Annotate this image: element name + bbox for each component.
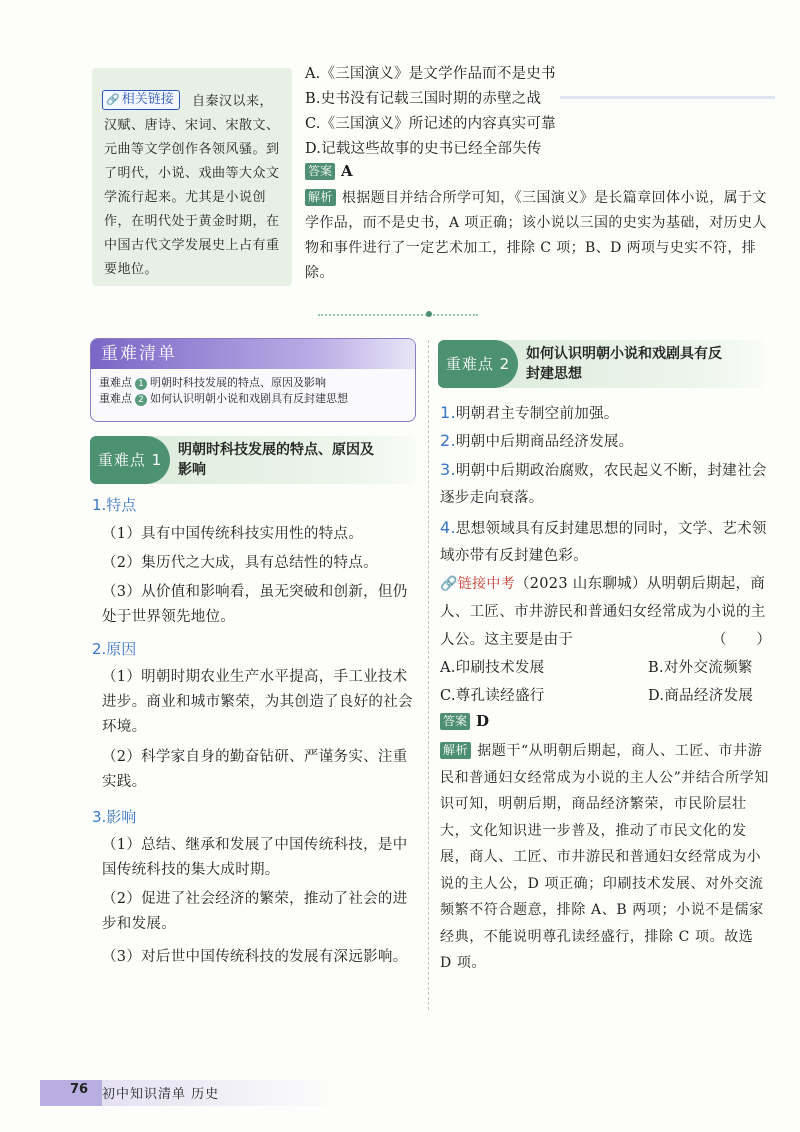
key-point-2-label: 重难点 2 xyxy=(438,340,518,388)
kp2-answer xyxy=(440,712,489,730)
kp1-section-causes-title: 2.原因 xyxy=(92,640,137,658)
kp1-traits-item-1: （1）具有中国传统科技实用性的特点。 xyxy=(102,526,364,542)
kp2-item-text: 明朝中后期政治腐败，农民起义不断，封建社会逐步走向衰落。 xyxy=(440,463,767,506)
key-point-2-title xyxy=(526,344,722,384)
analysis-badge: 解析 xyxy=(440,742,471,759)
decorative-line xyxy=(560,96,775,99)
kp2-item-2 xyxy=(440,428,770,455)
related-link-card xyxy=(92,68,292,286)
kp2-item-num: 4. xyxy=(440,518,456,537)
kp1-causes-item-1: （1）明朝时期农业生产水平提高，手工业技术进步。商业和城市繁荣，为其创造了良好的社会环境。 xyxy=(102,669,413,735)
kp1-causes-item-2: （2）科学家自身的勤奋钻研、严谨务实、注重实践。 xyxy=(102,749,408,790)
page-number: 76 xyxy=(70,1082,89,1097)
key-list-row-label: 重难点 xyxy=(99,376,132,389)
kp1-traits-item-3: （3）从价值和影响看，虽无突破和创新，但仍处于世界领先地位。 xyxy=(102,584,408,625)
related-link-tag: 🔗 相关链接 xyxy=(102,90,180,110)
book-title: 初中知识清单 历史 xyxy=(102,1087,220,1102)
key-point-2-header xyxy=(438,340,764,388)
kp2-option-a: A.印刷技术发展 xyxy=(440,660,545,676)
kp2-item-text: 明朝中后期商品经济发展。 xyxy=(455,434,634,450)
link-icon: 🔗 xyxy=(440,576,458,592)
kp2-item-3 xyxy=(440,456,770,512)
q1-analysis-text: 根据题目并结合所学可知，《三国演义》是长篇章回体小说，属于文学作品，而不是史书，A 项正确；该小说以三国的史实为基础，对历史人物和事件进行了一定艺术加工，排除 C 项；B、D 两项与史实不符，排除。 xyxy=(305,190,767,281)
kp2-option-b: B.对外交流频繁 xyxy=(648,660,753,676)
link-icon: 🔗 xyxy=(106,93,120,106)
kp2-item-num: 1. xyxy=(440,403,456,422)
q1-option-c: C.《三国演义》所记述的内容真实可靠 xyxy=(305,116,556,132)
related-link-text: 自秦汉以来，汉赋、唐诗、宋词、宋散文、元曲等文学创作各领风骚。到了明代，小说、戏曲等大众文学流行起来。尤其是小说创作，在明代处于黄金时期，在中国古代文学发展史上占有重要地位。 xyxy=(104,94,280,277)
exam-link-tag: 🔗链接中考 xyxy=(440,576,515,592)
q1-answer-letter: A xyxy=(341,162,353,180)
kp2-option-c: C.尊孔读经盛行 xyxy=(440,688,545,704)
kp2-item-4 xyxy=(440,514,770,570)
kp1-impact-item-1: （1）总结、继承和发展了中国传统科技，是中国传统科技的集大成时期。 xyxy=(102,837,408,878)
kp2-question-text: （2023 山东聊城）从明朝后期起，商人、工匠、市井游民和普通妇女经常成为小说的主人公。这主要是由于 xyxy=(440,576,766,648)
column-divider xyxy=(428,340,429,1010)
q1-option-a: A.《三国演义》是文学作品而不是史书 xyxy=(305,66,556,82)
q1-answer xyxy=(305,162,353,180)
analysis-badge: 解析 xyxy=(305,189,336,206)
kp2-analysis-text: 据题干“从明朝后期起，商人、工匠、市井游民和普通妇女经常成为小说的主人公”并结合所学知识可知，明朝后期，商品经济繁荣，市民阶层壮大，文化知识进一步普及，推动了市民文化的发展，商人、工匠、市井游民和普通妇女经常成为小说的主人公，D 项正确；印刷技术发展、对外交流频繁不符合题意，排除 A、B 两项；小说不是儒家经典，不能说明尊孔读经盛行，排除 C 项。故选 D 项。 xyxy=(440,743,769,971)
key-point-1-header xyxy=(90,436,416,484)
key-list-row xyxy=(91,391,415,407)
key-point-1-title xyxy=(178,440,374,480)
divider-dot xyxy=(426,311,432,317)
key-list-row-num: 1 xyxy=(135,378,147,390)
answer-badge: 答案 xyxy=(305,163,335,180)
kp1-section-traits-title: 1.特点 xyxy=(92,496,137,514)
kp2-item-num: 2. xyxy=(440,431,456,450)
key-list-row-label: 重难点 xyxy=(99,392,132,405)
q1-analysis xyxy=(305,186,771,286)
q1-option-d: D.记载这些故事的史书已经全部失传 xyxy=(305,141,542,157)
answer-badge: 答案 xyxy=(440,713,470,730)
kp2-item-text: 明朝君主专制空前加强。 xyxy=(455,406,619,422)
kp2-answer-letter: D xyxy=(476,712,490,730)
kp1-traits-item-2: （2）集历代之大成，具有总结性的特点。 xyxy=(102,555,378,571)
section-divider xyxy=(318,314,478,318)
kp1-impact-item-2: （2）促进了社会经济的繁荣，推动了社会的进步和发展。 xyxy=(102,891,408,932)
key-list-box xyxy=(90,338,416,422)
kp1-section-impact-title: 3.影响 xyxy=(92,808,137,826)
key-point-1-title-line2: 影响 xyxy=(178,462,206,478)
kp2-option-d: D.商品经济发展 xyxy=(648,688,754,704)
key-point-1-title-line1: 明朝时科技发展的特点、原因及 xyxy=(178,442,374,458)
key-point-2-title-line1: 如何认识明朝小说和戏剧具有反 xyxy=(526,346,722,362)
key-point-2-title-line2: 封建思想 xyxy=(526,366,582,382)
key-list-title: 重难清单 xyxy=(91,339,415,369)
kp2-analysis xyxy=(440,738,770,977)
key-list-row-text: 明朝时科技发展的特点、原因及影响 xyxy=(150,376,326,389)
key-point-1-label: 重难点 1 xyxy=(90,436,170,484)
kp2-item-num: 3. xyxy=(440,460,456,479)
kp2-item-1 xyxy=(440,400,770,427)
key-list-row-text: 如何认识明朝小说和戏剧具有反封建思想 xyxy=(150,392,348,405)
kp2-item-text: 思想领域具有反封建思想的同时，文学、艺术领域亦带有反封建色彩。 xyxy=(440,521,767,564)
q1-option-b: B.史书没有记载三国时期的赤壁之战 xyxy=(305,91,542,107)
kp1-impact-item-3: （3）对后世中国传统科技的发展有深远影响。 xyxy=(102,949,408,965)
answer-paren: （ ） xyxy=(712,632,772,648)
key-list-row-num: 2 xyxy=(135,394,147,406)
key-list-row xyxy=(91,375,415,391)
